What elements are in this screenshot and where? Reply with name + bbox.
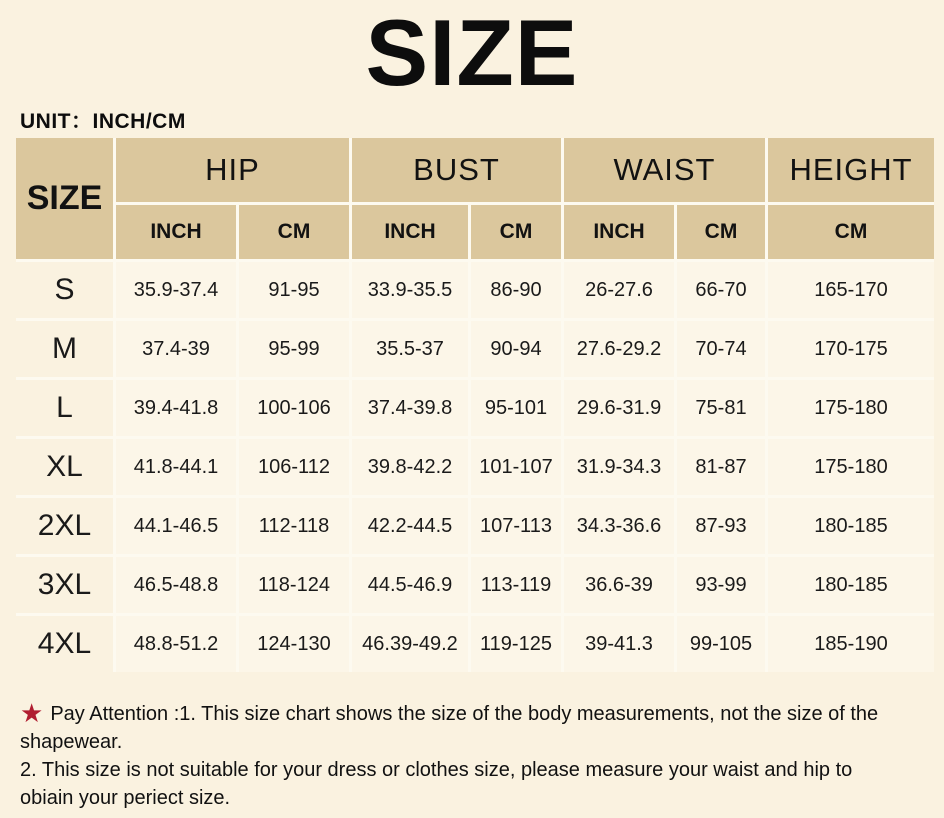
- value-cell: 36.6-39: [564, 557, 674, 613]
- size-label: 2XL: [16, 498, 113, 554]
- value-cell: 75-81: [677, 380, 765, 436]
- value-cell: 119-125: [471, 616, 561, 672]
- size-label: S: [16, 262, 113, 318]
- value-cell: 37.4-39: [116, 321, 236, 377]
- value-cell: 165-170: [768, 262, 934, 318]
- value-cell: 99-105: [677, 616, 765, 672]
- note-text: Pay Attention :1. This size chart shows the size of the body measurements, not the size of the: [50, 703, 879, 725]
- value-cell: 112-118: [239, 498, 349, 554]
- note-line: shapewear.: [20, 731, 123, 753]
- value-cell: 39.8-42.2: [352, 439, 468, 495]
- value-cell: 180-185: [768, 498, 934, 554]
- value-cell: 170-175: [768, 321, 934, 377]
- value-cell: 124-130: [239, 616, 349, 672]
- value-cell: 175-180: [768, 439, 934, 495]
- value-cell: 27.6-29.2: [564, 321, 674, 377]
- value-cell: 113-119: [471, 557, 561, 613]
- value-cell: 42.2-44.5: [352, 498, 468, 554]
- subheader-hip-cm: CM: [239, 205, 349, 259]
- header-cell-height: HEIGHT: [768, 138, 934, 202]
- value-cell: 46.5-48.8: [116, 557, 236, 613]
- value-cell: 185-190: [768, 616, 934, 672]
- value-cell: 39.4-41.8: [116, 380, 236, 436]
- value-cell: 44.1-46.5: [116, 498, 236, 554]
- subheader-height-cm: CM: [768, 205, 934, 259]
- value-cell: 86-90: [471, 262, 561, 318]
- value-cell: 175-180: [768, 380, 934, 436]
- value-cell: 48.8-51.2: [116, 616, 236, 672]
- value-cell: 106-112: [239, 439, 349, 495]
- unit-label: UNIT：INCH/CM: [20, 110, 186, 133]
- star-icon: ★: [20, 698, 44, 728]
- value-cell: 118-124: [239, 557, 349, 613]
- note-line: 2. This size is not suitable for your dress or clothes size, please measure your waist and hip to: [20, 759, 853, 781]
- value-cell: 41.8-44.1: [116, 439, 236, 495]
- subheader-hip-inch: INCH: [116, 205, 236, 259]
- size-label: M: [16, 321, 113, 377]
- size-label: 4XL: [16, 616, 113, 672]
- size-label: L: [16, 380, 113, 436]
- value-cell: 44.5-46.9: [352, 557, 468, 613]
- value-cell: 91-95: [239, 262, 349, 318]
- value-cell: 81-87: [677, 439, 765, 495]
- value-cell: 26-27.6: [564, 262, 674, 318]
- value-cell: 101-107: [471, 439, 561, 495]
- value-cell: 87-93: [677, 498, 765, 554]
- value-cell: 70-74: [677, 321, 765, 377]
- value-cell: 95-101: [471, 380, 561, 436]
- value-cell: 29.6-31.9: [564, 380, 674, 436]
- size-label: XL: [16, 439, 113, 495]
- page-title: SIZE: [365, 0, 579, 105]
- value-cell: 90-94: [471, 321, 561, 377]
- value-cell: 66-70: [677, 262, 765, 318]
- value-cell: 31.9-34.3: [564, 439, 674, 495]
- value-cell: 37.4-39.8: [352, 380, 468, 436]
- subheader-waist-inch: INCH: [564, 205, 674, 259]
- value-cell: 39-41.3: [564, 616, 674, 672]
- value-cell: 180-185: [768, 557, 934, 613]
- subheader-bust-inch: INCH: [352, 205, 468, 259]
- note-line: obiain your periect size.: [20, 787, 231, 809]
- value-cell: 34.3-36.6: [564, 498, 674, 554]
- value-cell: 93-99: [677, 557, 765, 613]
- subheader-bust-cm: CM: [471, 205, 561, 259]
- size-label: 3XL: [16, 557, 113, 613]
- value-cell: 35.5-37: [352, 321, 468, 377]
- subheader-waist-cm: CM: [677, 205, 765, 259]
- note-line: [20, 699, 928, 728]
- header-cell-hip: HIP: [116, 138, 349, 202]
- value-cell: 35.9-37.4: [116, 262, 236, 318]
- value-cell: 107-113: [471, 498, 561, 554]
- size-chart-table: [16, 138, 934, 672]
- header-cell-bust: BUST: [352, 138, 561, 202]
- value-cell: 46.39-49.2: [352, 616, 468, 672]
- value-cell: 100-106: [239, 380, 349, 436]
- header-cell-waist: WAIST: [564, 138, 765, 202]
- header-cell-size: SIZE: [16, 138, 113, 259]
- value-cell: 95-99: [239, 321, 349, 377]
- attention-notes: [20, 699, 928, 812]
- value-cell: 33.9-35.5: [352, 262, 468, 318]
